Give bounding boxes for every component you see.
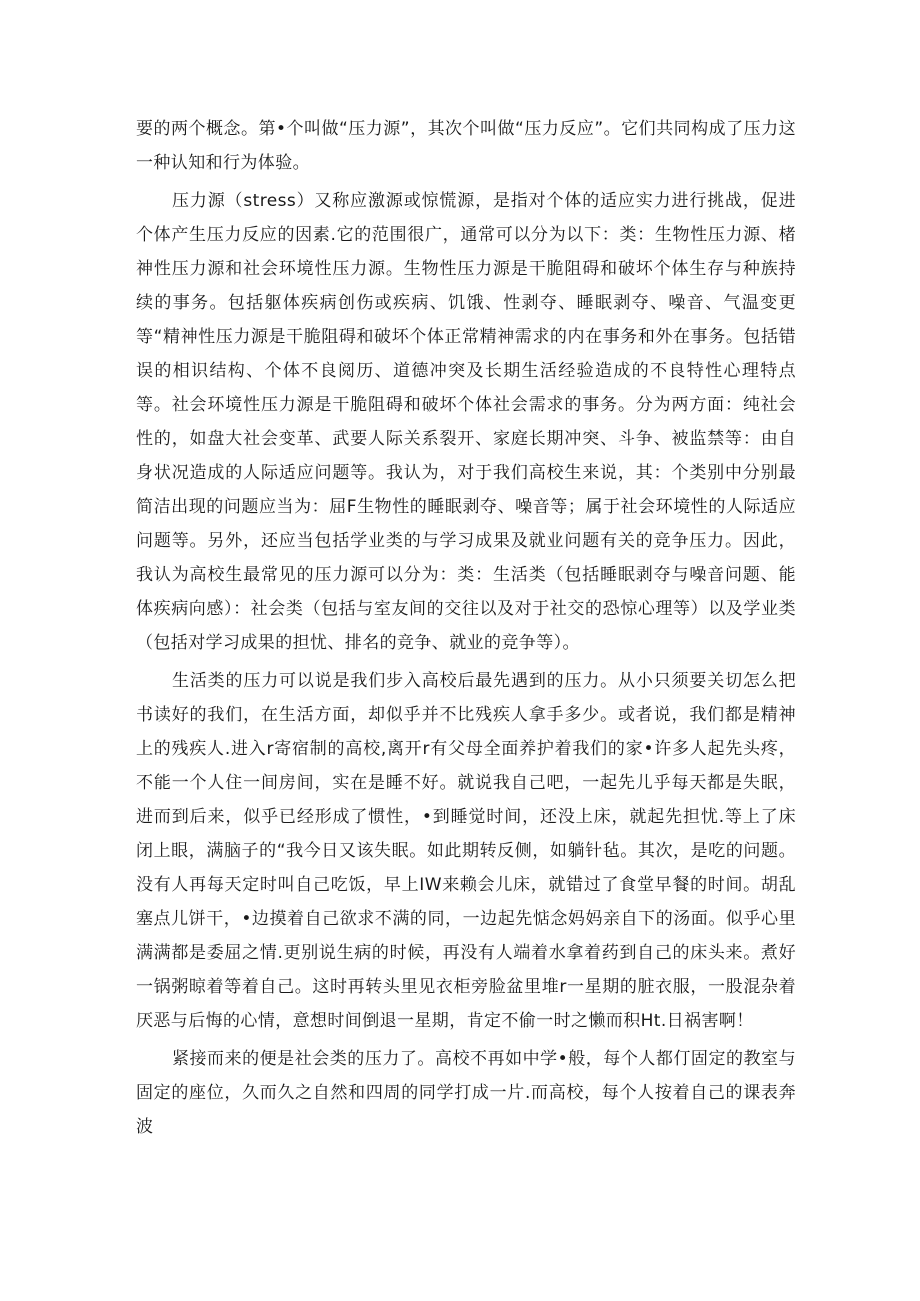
paragraph-3: 生活类的压力可以说是我们步入高校后最先遇到的压力。从小只须要关切怎么把书读好的我们，在生活方面，却似乎并不比残疾人拿手多少。或者说，我们都是精神上的残疾人.进入r寄宿制的高校,离开r有父母全面养护着我们的家•许多人起先头疼，不能一个人住一间房间，实在是睡不好。就说我自己吧，一起先儿乎每天都是失眠，进而到后来，似乎已经形成了惯性，•到睡觉时间，还没上床，就起先担忧.等上了床闭上眼，满脑子的“我今日又该失眠。如此期转反侧，如躺针毡。其次，是吃的问题。没有人再每天定时叫自己吃饭，早上IW来赖会儿床，就错过了食堂早餐的时间。胡乱塞点儿饼干，•边摸着自己欲求不满的同，一边起先惦念妈妈亲自下的汤面。似乎心里满满都是委屈之情.更别说生病的时候，再没有人端着水拿着药到自己的床头来。煮好一锅粥晾着等着自己。这时再转头里见衣柜旁脸盆里堆r一星期的脏衣服，一股混杂着厌恶与后悔的心情，意想时间倒退一星期，肯定不偷一时之懒而积Ht.日祸害啊！ bbox=[136, 671, 796, 1031]
paragraph-2: 压力源（stress）又称应激源或惊慌源，是指对个体的适应实力进行挑战，促进个体产生压力反应的因素.它的范围很广，通常可以分为以下：类：生物性压力源、楮神性压力源和社会环境性压力源。生物性压力源是干脆阻碍和破坏个体生存与种族持续的事务。包括躯体疾病创伤或疾病、饥饿、性剥夺、睡眠剥夺、噪音、气温变更等“精神性压力源是干脆阻碍和破坏个体正常精神需求的内在事务和外在事务。包括错误的相识结构、个体不良阅历、道德冲突及长期生活经验造成的不良特性心理特点等。社会环境性压力源是干脆阻碍和破坏个体社会需求的事务。分为两方面：纯社会性的，如盘大社会变革、武要人际关系裂开、家庭长期冲突、斗争、被监禁等：由自身状况造成的人际适应问题等。我认为，对于我们高校生来说，其：个类别中分别最简洁出现的问题应当为：屈F生物性的睡眠剥夺、噪音等；属于社会环境性的人际适应问题等。另外，还应当包括学业类的与学习成果及就业问题有关的竞争压力。因此，我认为高校生最常见的压力源可以分为：类：生活类（包括睡眠剥夺与噪音问题、能体疾病向感）：社会类（包括与室友间的交往以及对于社交的恐惊心理等）以及学业类（包括对学习成果的担忧、排名的竞争、就业的竞争等）。 bbox=[136, 191, 796, 653]
paragraph-1: 要的两个概念。第•个叫做“压力源”，其次个叫做“压力反应”。它们共同构成了压力这一种认知和行为体验。 bbox=[136, 119, 796, 173]
paragraph-4: 紧接而来的便是社会类的压力了。高校不再如中学•般，每个人都仃固定的教室与固定的座位，久而久之自然和四周的同学打成一片.而高校，每个人按着自己的课表奔波 bbox=[136, 1049, 796, 1137]
body-text bbox=[136, 112, 796, 1148]
